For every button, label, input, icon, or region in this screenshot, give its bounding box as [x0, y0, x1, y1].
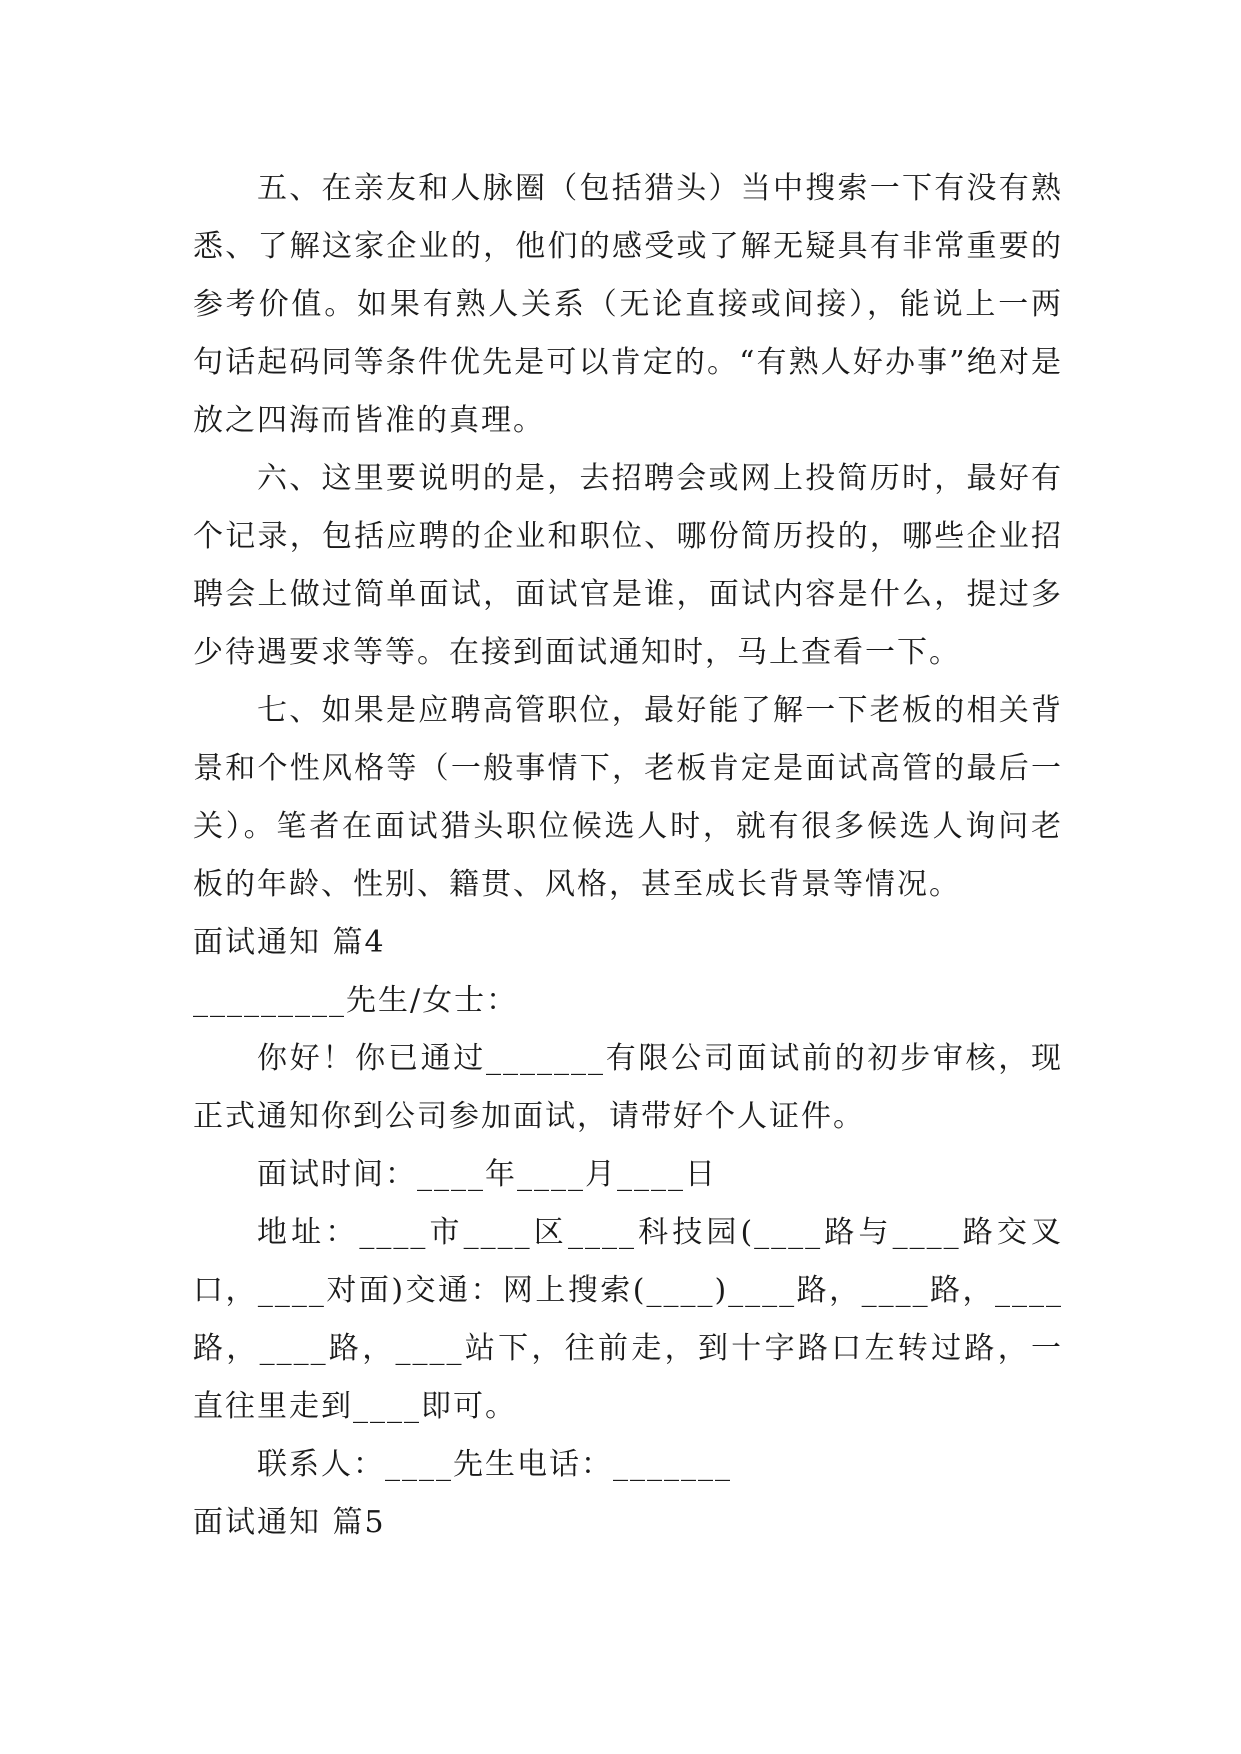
paragraph-7: 七、如果是应聘高管职位，最好能了解一下老板的相关背景和个性风格等（一般事情下，老板肯定是面试高管的最后一关）。笔者在面试猎头职位候选人时，就有很多候选人询问老板的年龄、性别、籍贯、风格，甚至成长背景等情况。 — [193, 693, 1063, 902]
section-heading-4: 面试通知 篇4 — [193, 925, 386, 960]
contact-line: 联系人：____先生电话：_______ — [257, 1447, 732, 1482]
interview-time: 面试时间：____年____月____日 — [257, 1157, 717, 1192]
address-paragraph: 地址：____市____区____科技园(____路与____路交叉口，____对面)交通：网上搜索(____)____路，____路，____路，____路，____站下，往前走，到十字路口左转过路，一直往里走到____即可。 — [193, 1215, 1063, 1424]
notice-body: 你好！你已通过_______有限公司面试前的初步审核，现正式通知你到公司参加面试，请带好个人证件。 — [193, 1041, 1063, 1134]
section-heading-5: 面试通知 篇5 — [193, 1505, 386, 1540]
salutation: _________先生/女士： — [193, 983, 519, 1018]
paragraph-6: 六、这里要说明的是，去招聘会或网上投简历时，最好有个记录，包括应聘的企业和职位、哪份简历投的，哪些企业招聘会上做过简单面试，面试官是谁，面试内容是什么，提过多少待遇要求等等。在接到面试通知时，马上查看一下。 — [193, 461, 1063, 670]
document-page — [193, 160, 1063, 1552]
paragraph-5: 五、在亲友和人脉圈（包括猎头）当中搜索一下有没有熟悉、了解这家企业的，他们的感受或了解无疑具有非常重要的参考价值。如果有熟人关系（无论直接或间接），能说上一两句话起码同等条件优先是可以肯定的。“有熟人好办事”绝对是放之四海而皆准的真理。 — [193, 171, 1063, 438]
